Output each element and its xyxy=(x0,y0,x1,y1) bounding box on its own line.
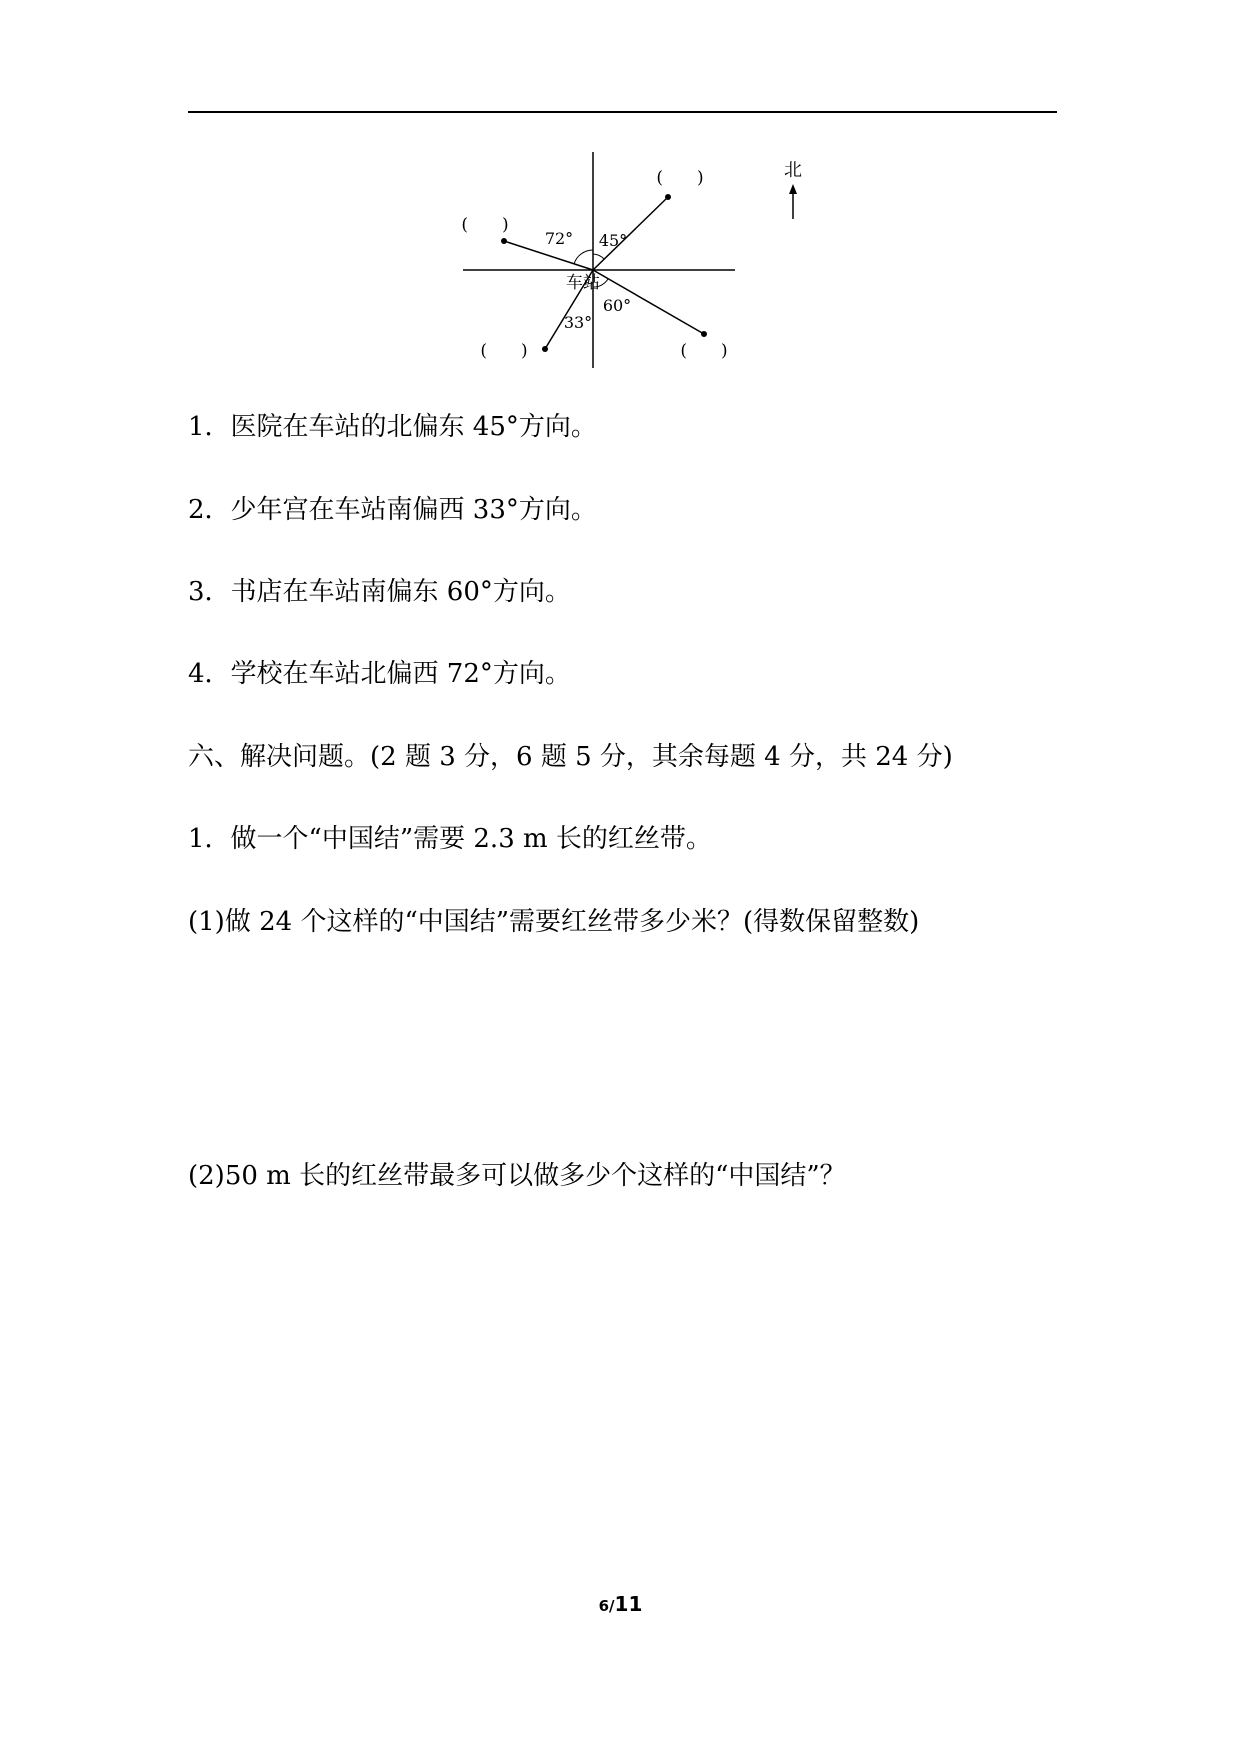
blank-north-west: ( ) xyxy=(461,215,509,235)
angle-label-60: 60° xyxy=(602,296,632,315)
station-label: 车站 xyxy=(566,273,600,293)
point-north-east xyxy=(665,194,671,200)
item-4: 4．学校在车站北偏西 72°方向。 xyxy=(188,659,571,689)
point-south-west xyxy=(542,346,548,352)
current-page: 6/ xyxy=(598,1597,615,1615)
angle-label-72: 72° xyxy=(544,229,574,248)
blank-north-east: ( ) xyxy=(656,168,704,188)
section-6-heading: 六、解决问题。(2 题 3 分，6 题 5 分，其余每题 4 分，共 24 分) xyxy=(188,742,953,772)
point-south-east xyxy=(701,331,707,337)
arc-45 xyxy=(593,254,604,259)
item-3: 3．书店在车站南偏东 60°方向。 xyxy=(188,577,571,607)
arc-72 xyxy=(574,250,593,264)
question-1-part-1: (1)做 24 个这样的“中国结”需要红丝带多少米？(得数保留整数) xyxy=(188,907,920,937)
point-north-west xyxy=(501,238,507,244)
blank-south-west: ( ) xyxy=(480,341,528,361)
total-pages: 11 xyxy=(614,1592,643,1616)
question-1: 1．做一个“中国结”需要 2.3 m 长的红丝带。 xyxy=(188,824,712,854)
angle-label-33: 33° xyxy=(563,313,593,332)
angle-label-45: 45° xyxy=(598,231,628,250)
item-1: 1．医院在车站的北偏东 45°方向。 xyxy=(188,412,597,442)
question-1-part-2: (2)50 m 长的红丝带最多可以做多少个这样的“中国结”？ xyxy=(188,1161,846,1191)
north-arrow-icon xyxy=(789,184,797,194)
north-label: 北 xyxy=(784,160,802,181)
page-number xyxy=(0,1592,1241,1616)
direction-diagram xyxy=(0,0,1241,400)
blank-south-east: ( ) xyxy=(680,341,728,361)
item-2: 2．少年宫在车站南偏西 33°方向。 xyxy=(188,495,597,525)
